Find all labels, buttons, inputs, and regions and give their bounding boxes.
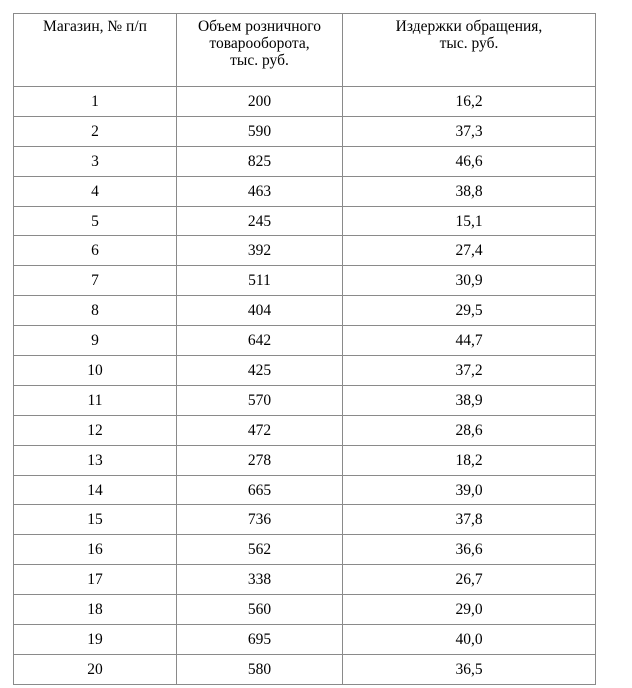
cell-store-number: 10 <box>14 356 177 386</box>
cell-circulation-costs: 29,5 <box>343 296 596 326</box>
cell-store-number: 7 <box>14 266 177 296</box>
header-retail-turnover <box>177 14 343 87</box>
cell-circulation-costs: 28,6 <box>343 415 596 445</box>
cell-circulation-costs: 37,3 <box>343 116 596 146</box>
cell-retail-turnover: 463 <box>177 176 343 206</box>
header-circulation-costs <box>343 14 596 87</box>
cell-retail-turnover: 338 <box>177 565 343 595</box>
table-row <box>14 505 596 535</box>
header-line: тыс. руб. <box>230 52 289 69</box>
cell-circulation-costs: 16,2 <box>343 87 596 117</box>
cell-circulation-costs: 44,7 <box>343 326 596 356</box>
table-row <box>14 654 596 684</box>
cell-store-number: 2 <box>14 116 177 146</box>
cell-store-number: 17 <box>14 565 177 595</box>
cell-store-number: 1 <box>14 87 177 117</box>
table-row <box>14 266 596 296</box>
cell-retail-turnover: 580 <box>177 654 343 684</box>
cell-store-number: 20 <box>14 654 177 684</box>
header-line: Объем розничного <box>197 18 322 35</box>
header-store-number <box>14 14 177 87</box>
cell-retail-turnover: 425 <box>177 356 343 386</box>
cell-retail-turnover: 570 <box>177 385 343 415</box>
cell-circulation-costs: 40,0 <box>343 625 596 655</box>
cell-store-number: 19 <box>14 625 177 655</box>
cell-store-number: 14 <box>14 475 177 505</box>
cell-retail-turnover: 560 <box>177 595 343 625</box>
table-row <box>14 236 596 266</box>
cell-retail-turnover: 392 <box>177 236 343 266</box>
table-row <box>14 176 596 206</box>
cell-retail-turnover: 245 <box>177 206 343 236</box>
cell-store-number: 16 <box>14 535 177 565</box>
table-header <box>14 14 596 87</box>
cell-retail-turnover: 200 <box>177 87 343 117</box>
table-row <box>14 565 596 595</box>
cell-circulation-costs: 30,9 <box>343 266 596 296</box>
table-row <box>14 206 596 236</box>
cell-store-number: 5 <box>14 206 177 236</box>
cell-retail-turnover: 472 <box>177 415 343 445</box>
table-row <box>14 87 596 117</box>
cell-retail-turnover: 825 <box>177 146 343 176</box>
cell-circulation-costs: 29,0 <box>343 595 596 625</box>
cell-store-number: 9 <box>14 326 177 356</box>
cell-circulation-costs: 37,2 <box>343 356 596 386</box>
cell-store-number: 4 <box>14 176 177 206</box>
table-body <box>14 87 596 685</box>
table-row <box>14 116 596 146</box>
cell-circulation-costs: 36,6 <box>343 535 596 565</box>
cell-retail-turnover: 695 <box>177 625 343 655</box>
cell-retail-turnover: 404 <box>177 296 343 326</box>
cell-circulation-costs: 27,4 <box>343 236 596 266</box>
table-row <box>14 475 596 505</box>
table-row <box>14 595 596 625</box>
cell-circulation-costs: 37,8 <box>343 505 596 535</box>
cell-store-number: 13 <box>14 445 177 475</box>
table-row <box>14 535 596 565</box>
table-row <box>14 625 596 655</box>
cell-circulation-costs: 15,1 <box>343 206 596 236</box>
header-line: товарооборота, <box>209 35 310 52</box>
cell-store-number: 18 <box>14 595 177 625</box>
header-line: Магазин, № п/п <box>43 18 147 35</box>
data-table <box>13 13 596 685</box>
table-row <box>14 326 596 356</box>
cell-retail-turnover: 562 <box>177 535 343 565</box>
cell-store-number: 12 <box>14 415 177 445</box>
cell-circulation-costs: 36,5 <box>343 654 596 684</box>
table-row <box>14 356 596 386</box>
cell-retail-turnover: 590 <box>177 116 343 146</box>
cell-circulation-costs: 46,6 <box>343 146 596 176</box>
cell-circulation-costs: 18,2 <box>343 445 596 475</box>
cell-store-number: 8 <box>14 296 177 326</box>
table-row <box>14 146 596 176</box>
cell-retail-turnover: 511 <box>177 266 343 296</box>
table-row <box>14 415 596 445</box>
cell-retail-turnover: 278 <box>177 445 343 475</box>
header-line: Издержки обращения, <box>395 18 543 35</box>
cell-circulation-costs: 38,8 <box>343 176 596 206</box>
cell-store-number: 15 <box>14 505 177 535</box>
table-row <box>14 296 596 326</box>
cell-store-number: 3 <box>14 146 177 176</box>
table-row <box>14 385 596 415</box>
cell-store-number: 11 <box>14 385 177 415</box>
cell-circulation-costs: 26,7 <box>343 565 596 595</box>
cell-circulation-costs: 39,0 <box>343 475 596 505</box>
cell-retail-turnover: 665 <box>177 475 343 505</box>
cell-retail-turnover: 642 <box>177 326 343 356</box>
cell-retail-turnover: 736 <box>177 505 343 535</box>
header-line: тыс. руб. <box>439 35 499 52</box>
table-row <box>14 445 596 475</box>
header-row <box>14 14 596 87</box>
cell-store-number: 6 <box>14 236 177 266</box>
cell-circulation-costs: 38,9 <box>343 385 596 415</box>
